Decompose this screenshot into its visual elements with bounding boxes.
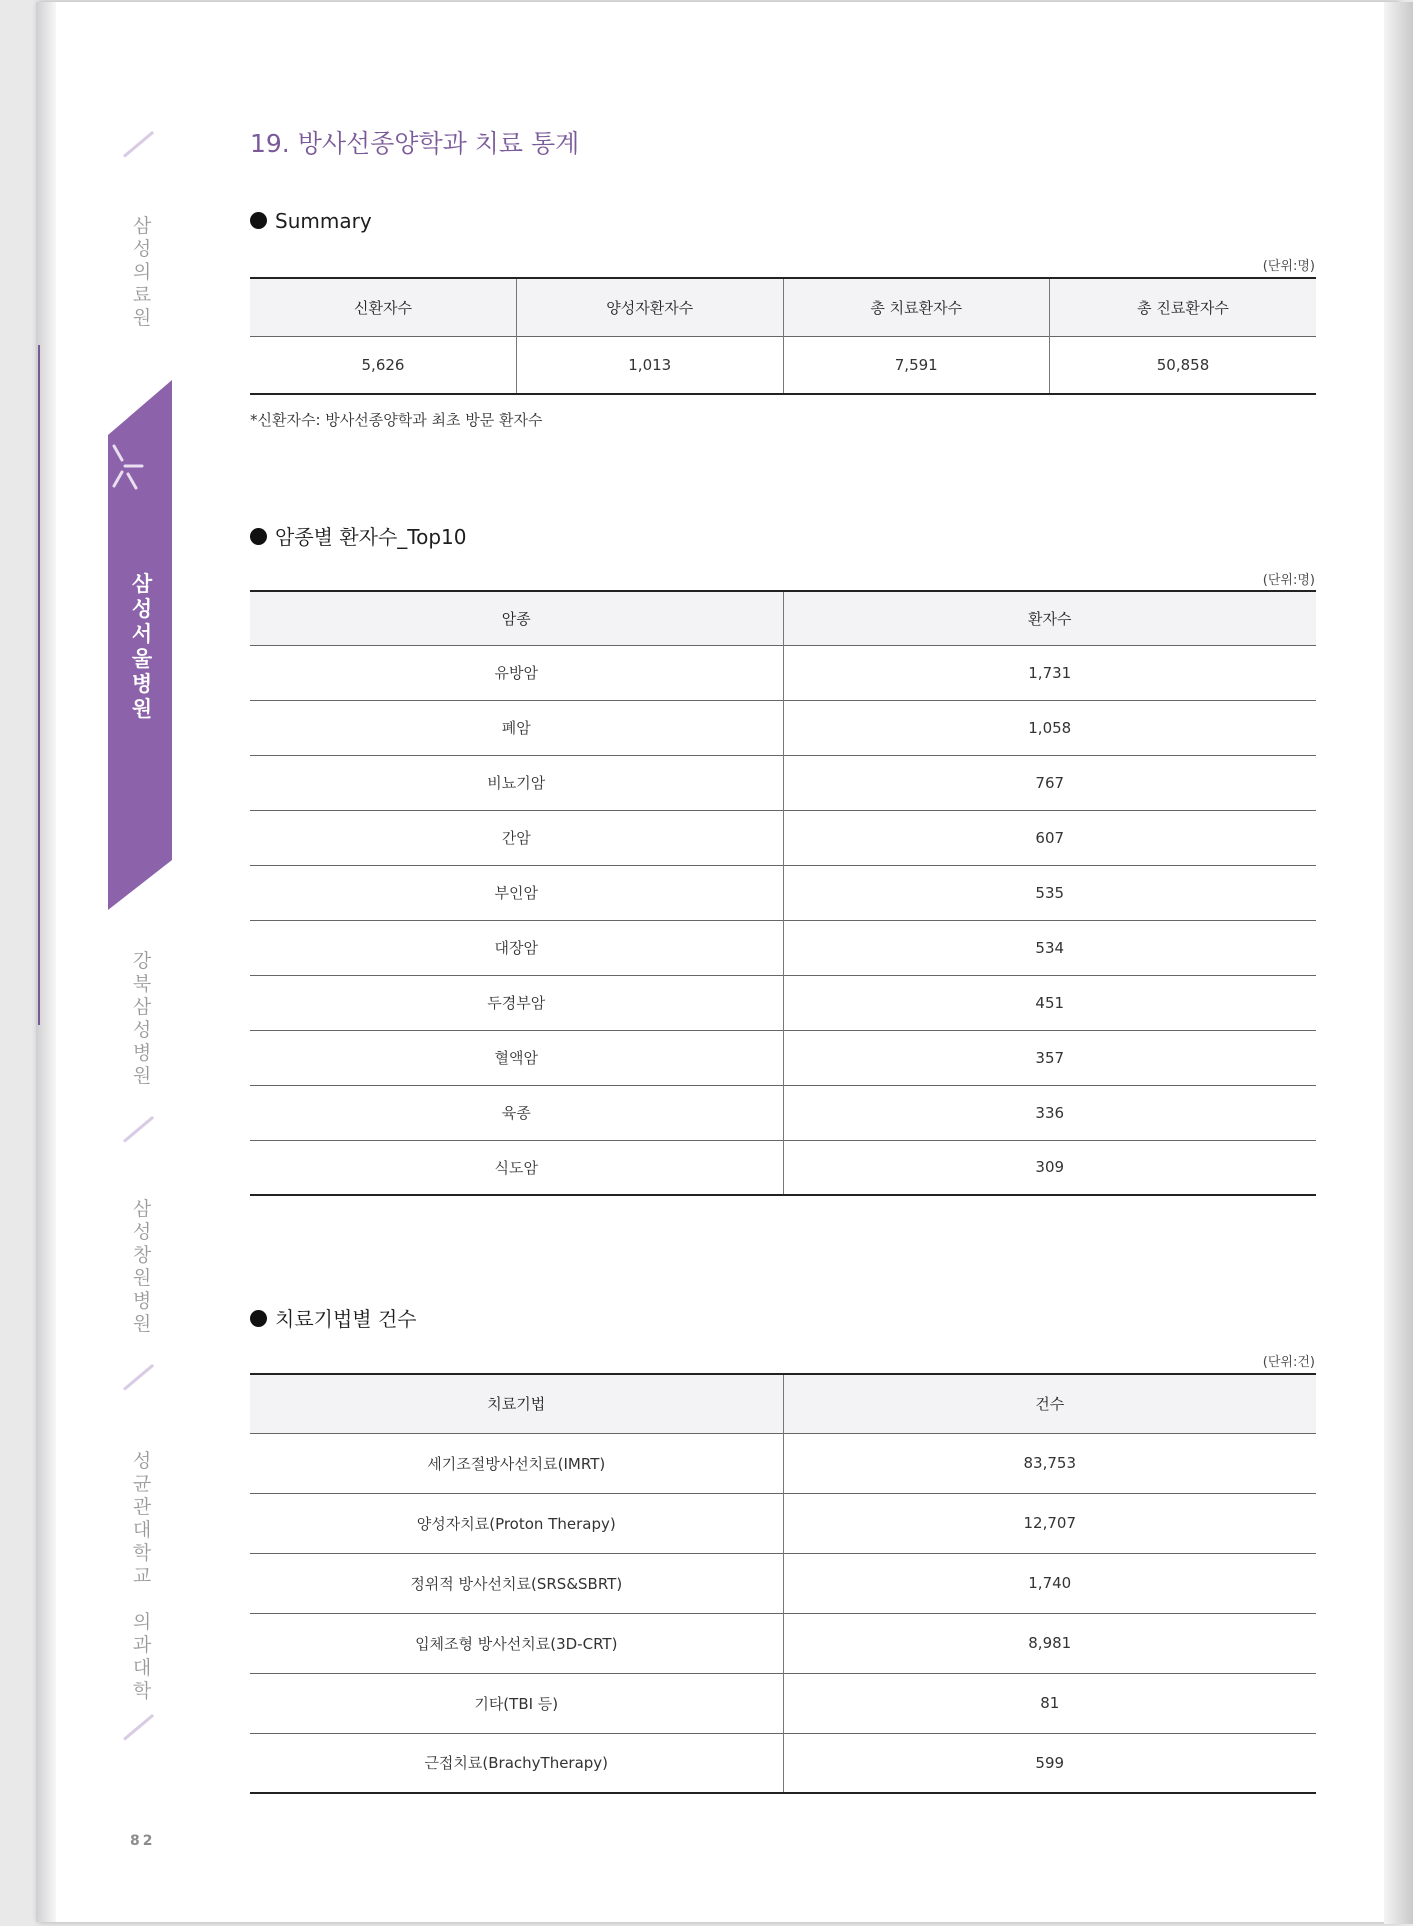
cancer-type: 식도암 <box>250 1140 783 1195</box>
summary-value: 5,626 <box>250 336 517 394</box>
cancer-table-header: 암종 <box>250 591 783 645</box>
treatment-count: 1,740 <box>783 1553 1316 1613</box>
sidebar-item-samsung-medical-center: 삼 성 의 료 원 <box>132 215 152 329</box>
cancer-type: 유방암 <box>250 645 783 700</box>
summary-value: 7,591 <box>783 336 1050 394</box>
patient-count: 767 <box>783 755 1316 810</box>
treatment-method: 입체조형 방사선치료(3D-CRT) <box>250 1613 783 1673</box>
cancer-type: 간암 <box>250 810 783 865</box>
treatment-count: 599 <box>783 1733 1316 1793</box>
bullet-icon <box>250 212 267 229</box>
cancer-type: 혈액암 <box>250 1030 783 1085</box>
patient-count: 451 <box>783 975 1316 1030</box>
summary-header: 양성자환자수 <box>517 278 784 336</box>
treatment-count: 83,753 <box>783 1433 1316 1493</box>
sidebar-item-kangbuk-samsung-hospital: 강 북 삼 성 병 원 <box>132 950 152 1087</box>
page-title: 19. 방사선종양학과 치료 통계 <box>250 129 580 158</box>
summary-header: 총 치료환자수 <box>783 278 1050 336</box>
section-summary-heading: Summary <box>250 209 372 233</box>
treatment-table-header: 건수 <box>783 1374 1316 1433</box>
patient-count: 535 <box>783 865 1316 920</box>
cancer-type: 부인암 <box>250 865 783 920</box>
treatment-count: 12,707 <box>783 1493 1316 1553</box>
section-treatment-methods-heading: 치료기법별 건수 <box>250 1303 417 1332</box>
patient-count: 607 <box>783 810 1316 865</box>
sidebar-item-samsung-changwon-hospital: 삼 성 창 원 병 원 <box>132 1198 152 1335</box>
patient-count: 1,731 <box>783 645 1316 700</box>
cancer-type: 육종 <box>250 1085 783 1140</box>
summary-table <box>250 277 1316 395</box>
treatment-count: 81 <box>783 1673 1316 1733</box>
treatment-method: 세기조절방사선치료(IMRT) <box>250 1433 783 1493</box>
cancer-table-header: 환자수 <box>783 591 1316 645</box>
sparkle-icon <box>108 438 150 494</box>
bullet-icon <box>250 528 267 545</box>
bullet-icon <box>250 1310 267 1327</box>
patient-count: 357 <box>783 1030 1316 1085</box>
summary-header: 총 진료환자수 <box>1050 278 1317 336</box>
patient-count: 1,058 <box>783 700 1316 755</box>
summary-footnote: *신환자수: 방사선종양학과 최초 방문 환자수 <box>250 411 543 429</box>
summary-header: 신환자수 <box>250 278 517 336</box>
cancer-top10-table <box>250 590 1316 1196</box>
book-edge-right <box>1384 2 1413 1924</box>
treatment-methods-table <box>250 1373 1316 1794</box>
page-number: 82 <box>130 1833 156 1849</box>
cancer-type: 두경부암 <box>250 975 783 1030</box>
cancer-type: 대장암 <box>250 920 783 975</box>
binder-line <box>38 345 40 1025</box>
summary-value: 1,013 <box>517 336 784 394</box>
unit-label: (단위:명) <box>1262 259 1315 274</box>
treatment-count: 8,981 <box>783 1613 1316 1673</box>
treatment-method: 정위적 방사선치료(SRS&SBRT) <box>250 1553 783 1613</box>
summary-value: 50,858 <box>1050 336 1317 394</box>
patient-count: 336 <box>783 1085 1316 1140</box>
treatment-method: 양성자치료(Proton Therapy) <box>250 1493 783 1553</box>
unit-label: (단위:명) <box>1262 573 1315 588</box>
patient-count: 309 <box>783 1140 1316 1195</box>
patient-count: 534 <box>783 920 1316 975</box>
section-cancer-top10-heading: 암종별 환자수_Top10 <box>250 521 466 550</box>
treatment-method: 근접치료(BrachyTherapy) <box>250 1733 783 1793</box>
cancer-type: 비뇨기암 <box>250 755 783 810</box>
cancer-type: 폐암 <box>250 700 783 755</box>
treatment-method: 기타(TBI 등) <box>250 1673 783 1733</box>
unit-label: (단위:건) <box>1262 1355 1315 1370</box>
sidebar-item-samsung-seoul-hospital: 삼 성 서 울 병 원 <box>131 572 153 721</box>
treatment-table-header: 치료기법 <box>250 1374 783 1433</box>
sidebar-item-skku-medicine: 성 균 관 대 학 교 의 과 대 학 <box>132 1450 152 1702</box>
